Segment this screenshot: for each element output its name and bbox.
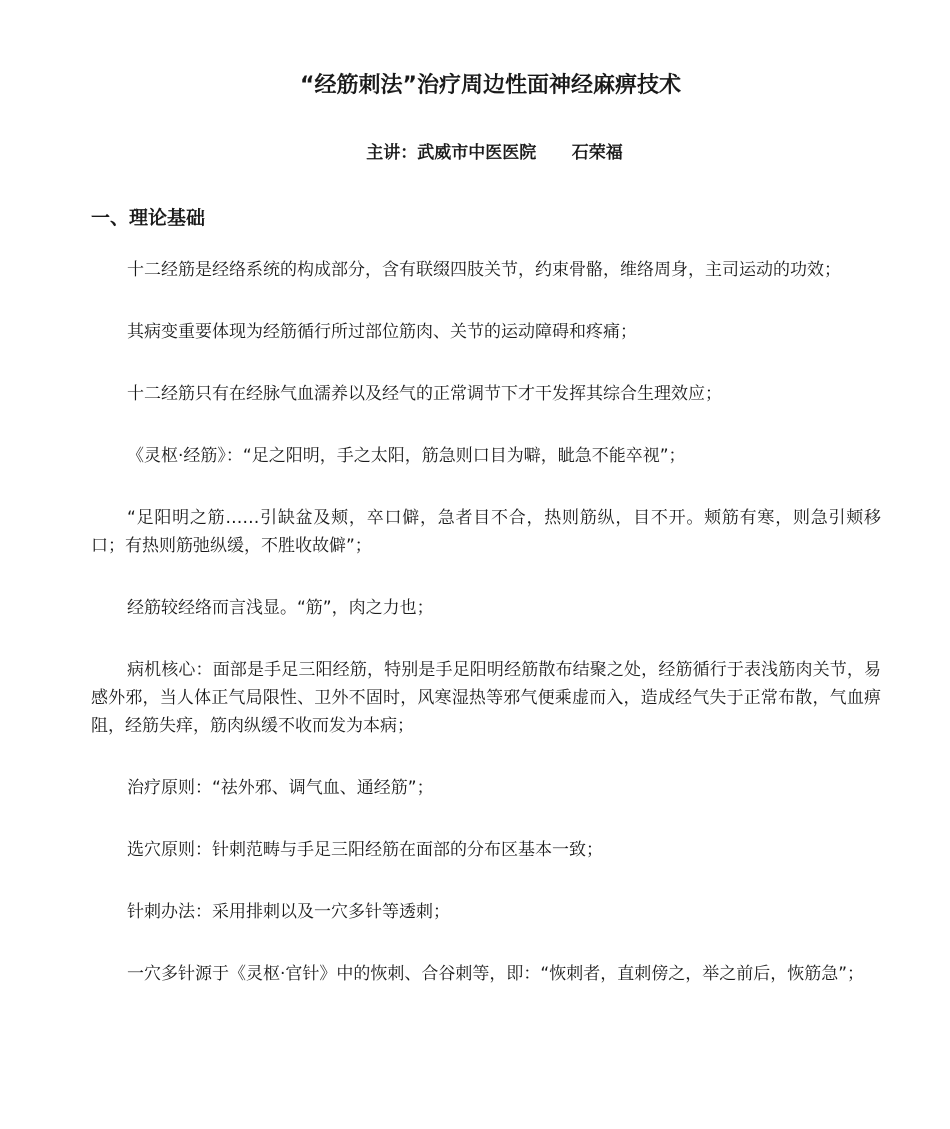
paragraph: 十二经筋只有在经脉气血濡养以及经气的正常调节下才干发挥其综合生理效应； xyxy=(127,384,722,404)
paragraph: 十二经筋是经络系统的构成部分，含有联缀四肢关节，约束骨骼，维络周身，主司运动的功效； xyxy=(127,260,841,280)
paragraph: 选穴原则：针刺范畴与手足三阳经筋在面部的分布区基本一致； xyxy=(127,840,603,860)
paragraph: 针刺办法：采用排刺以及一穴多针等透刺； xyxy=(127,902,450,922)
document-title: “经筋刺法”治疗周边性面神经麻痹技术 xyxy=(300,73,681,98)
paragraph: “足阳明之筋……引缺盆及颊，卒口僻，急者目不合，热则筋纵，目不开。颊筋有寒，则急引颊移口；有热则筋弛纵缓，不胜收故僻”； xyxy=(91,508,881,556)
paragraph: 其病变重要体现为经筋循行所过部位筋肉、关节的运动障碍和疼痛； xyxy=(127,322,637,342)
paragraph: 一穴多针源于《灵枢·官针》中的恢刺、合谷刺等，即：“恢刺者，直刺傍之，举之前后，恢筋急”； xyxy=(127,964,865,984)
paragraph-list xyxy=(91,256,880,988)
section-heading: 一、理论基础 xyxy=(91,207,206,229)
paragraph: 经筋较经络而言浅显。“筋”，肉之力也； xyxy=(127,598,434,618)
document-subtitle: 主讲：武威市中医医院 石荣福 xyxy=(366,143,623,163)
paragraph: 病机核心：面部是手足三阳经筋，特别是手足阳明经筋散布结聚之处，经筋循行于表浅筋肉关节，易感外邪，当人体正气局限性、卫外不固时，风寒湿热等邪气便乘虚而入，造成经气失于正常布散，气血痹阻，经筋失痒，筋肉纵缓不收而发为本病； xyxy=(91,660,881,736)
paragraph: 治疗原则：“祛外邪、调气血、通经筋”； xyxy=(127,778,434,798)
paragraph: 《灵枢·经筋》：“足之阳明，手之太阳，筋急则口目为噼，眦急不能卒视”； xyxy=(127,446,686,466)
